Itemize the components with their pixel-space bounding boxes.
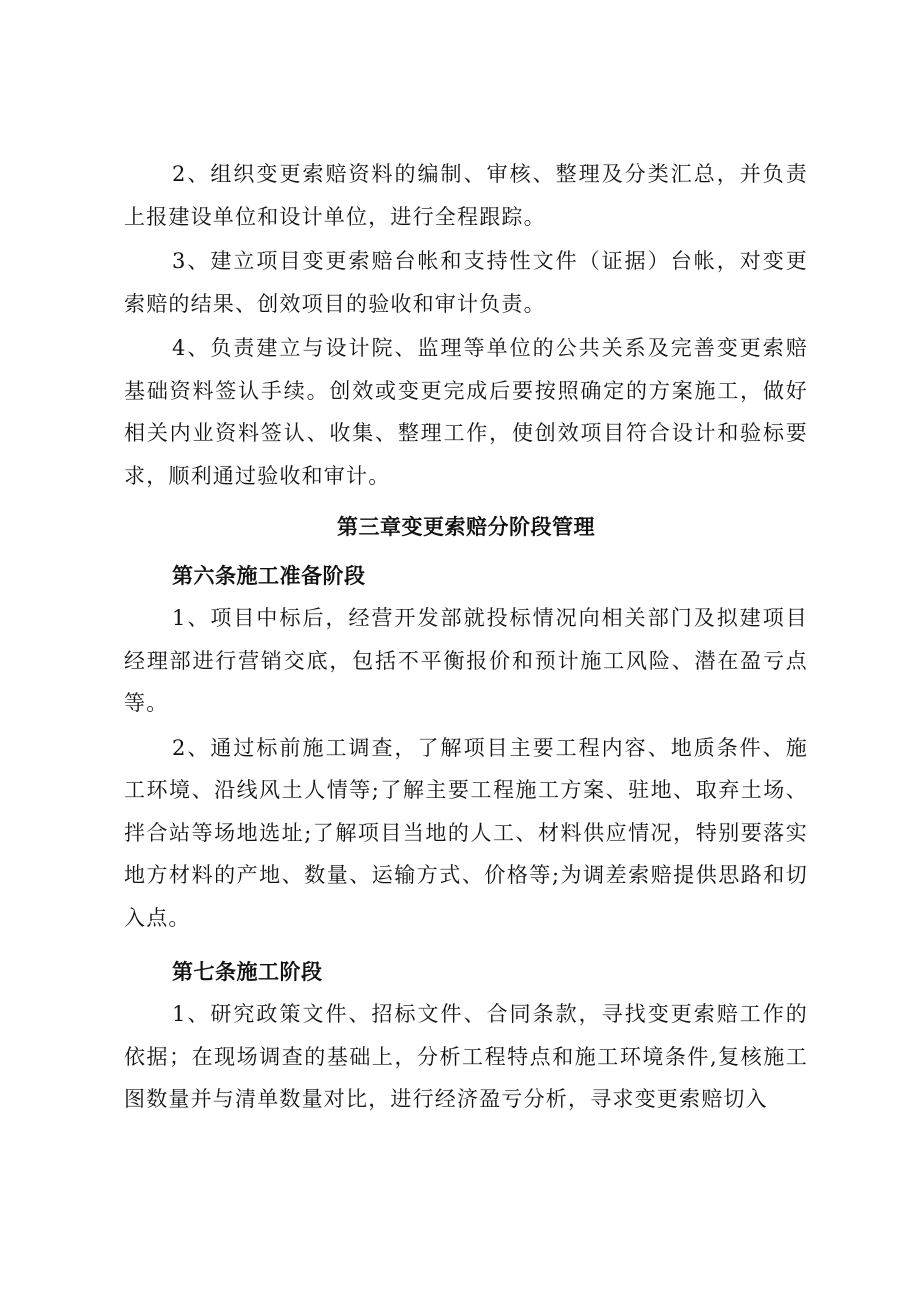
article-7-title: 第七条施工阶段 [172, 960, 323, 984]
paragraph-item-4: 4、负责建立与设计院、监理等单位的公共关系及完善变更索赔基础资料签认手续。创效或变更完成后要按照确定的方案施工，做好相关内业资料签认、收集、整理工作，使创效项目符合设计和验标要求，顺利通过验收和审计。 [124, 336, 808, 488]
document-page [124, 153, 808, 1121]
paragraph-item-2: 2、组织变更索赔资料的编制、审核、整理及分类汇总，并负责上报建设单位和设计单位，进行全程跟踪。 [124, 162, 808, 229]
chapter-title: 第三章变更索赔分阶段管理 [337, 515, 595, 539]
article-7-paragraph-1: 1、研究政策文件、招标文件、合同条款，寻找变更索赔工作的依据；在现场调查的基础上，分析工程特点和施工环境条件,复核施工图数量并与清单数量对比，进行经济盈亏分析，寻求变更索赔切入 [124, 1002, 808, 1111]
paragraph-item-3: 3、建立项目变更索赔台帐和支持性文件（证据）台帐，对变更索赔的结果、创效项目的验收和审计负责。 [124, 249, 808, 316]
article-6-title: 第六条施工准备阶段 [172, 564, 366, 588]
article-6-paragraph-2: 2、通过标前施工调查，了解项目主要工程内容、地质条件、施工环境、沿线风土人情等;了解主要工程施工方案、驻地、取弃土场、拌合站等场地选址;了解项目当地的人工、材料供应情况，特别要落实地方材料的产地、数量、运输方式、价格等;为调差索赔提供思路和切入点。 [124, 735, 808, 930]
article-6-paragraph-1: 1、项目中标后，经营开发部就投标情况向相关部门及拟建项目经理部进行营销交底，包括不平衡报价和预计施工风险、潜在盈亏点等。 [124, 606, 808, 715]
